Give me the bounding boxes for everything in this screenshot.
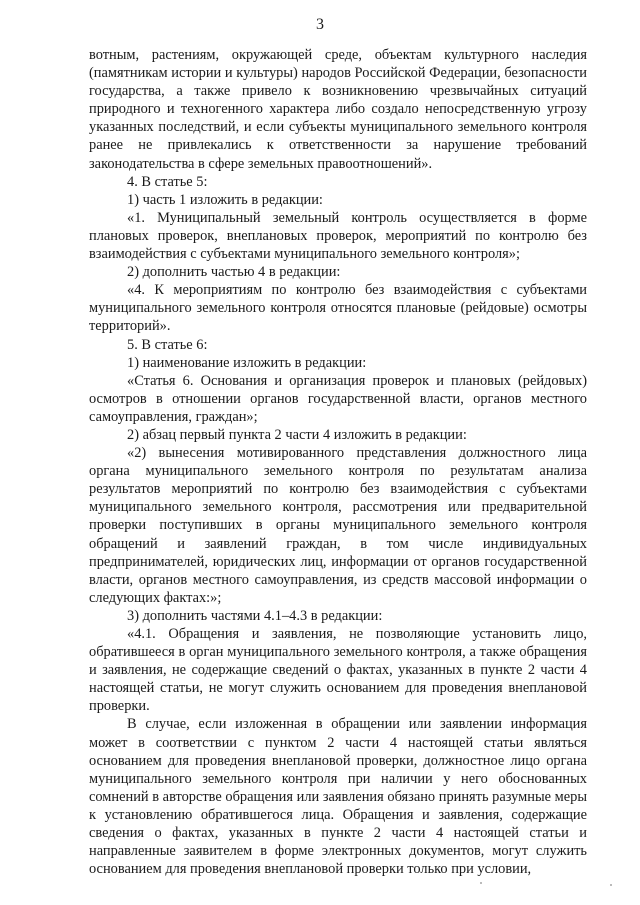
paragraph-article5-part1-text: «1. Муниципальный земельный контроль осуществляется в форме плановых проверок, внеплановых проверок, мероприятий по контролю без взаимодействия с субъектами муниципального земельного контроля»; (89, 209, 587, 263)
scan-artifact (480, 882, 482, 884)
paragraph-article6-point2-text: «2) вынесения мотивированного представления должностного лица органа муниципального земельного контроля по результатам анализа результатов мероприятий по контролю без взаимодействия с субъектами муниципального земельного контроля, рассмотрения или предварительной проверки поступивших в органы муниципального земельного контроля обращений и заявлений граждан, в том числе индивидуальных предпринимателей, юридических лиц, информации от органов государственной власти, органов местного самоуправления, из средств массовой информации о следующих фактах:»; (89, 445, 587, 606)
paragraph-article6-item3: 3) дополнить частями 4.1–4.3 в редакции: (127, 607, 383, 624)
paragraph-article5-item1: 1) часть 1 изложить в редакции: (127, 191, 323, 208)
page-number: 3 (316, 16, 324, 33)
paragraph-article6-heading: 5. В статье 6: (127, 336, 208, 353)
paragraph-article6-part4-1-text: «4.1. Обращения и заявления, не позволяющие установить лицо, обратившееся в орган муниципального земельного контроля, а также обращения и заявления, не содержащие сведений о фактах, указанных в пункте 2 части 4 настоящей статьи, не могут служить основанием для проведения внеплановой проверки. (89, 626, 587, 715)
paragraph-article5-heading: 4. В статье 5: (127, 173, 208, 190)
paragraph-article6-item1: 1) наименование изложить в редакции: (127, 354, 367, 371)
paragraph-article6-title-text: «Статья 6. Основания и организация проверок и плановых (рейдовых) осмотров в отношении органов государственной власти, органов местного самоуправления, граждан»; (89, 372, 587, 425)
paragraph-article5-item2: 2) дополнить частью 4 в редакции: (127, 264, 341, 281)
document-body (89, 46, 587, 878)
paragraph-article6-part4-1-case: В случае, если изложенная в обращении или заявлении информация может в соответствии с пунктом 2 части 4 настоящей статьи являться основанием для проведения внеплановой проверки, должностное лицо органа муниципального земельного контроля при наличии у него обоснованных сомнений в авторстве обращения или заявления обязано принять разумные меры к установлению обратившегося лица. Обращения и заявления, содержащие сведения о фактах, указанных в пункте 2 части 4 настоящей статьи и направленные заявителем в форме электронных документов, могут служить основанием для проведения внеплановой проверки только при условии, (89, 716, 587, 878)
paragraph-article6-item2: 2) абзац первый пункта 2 части 4 изложить в редакции: (127, 426, 467, 443)
paragraph-continuation: вотным, растениям, окружающей среде, объектам культурного наследия (памятникам истории и культуры) народов Российской Федерации, безопасности государства, а также привело к возникновению чрезвычайных ситуаций природного и техногенного характера либо создало непосредственную угрозу указанных последствий, и если субъекты муниципального земельного контроля ранее не привлекались к ответственности за нарушение требований законодательства в сфере земельных правоотношений». (89, 47, 587, 172)
paragraph-article5-part4-text: «4. К мероприятиям по контролю без взаимодействия с субъектами муниципального земельного контроля относятся плановые (рейдовые) осмотры территорий». (89, 282, 587, 335)
scan-artifact (610, 884, 612, 886)
